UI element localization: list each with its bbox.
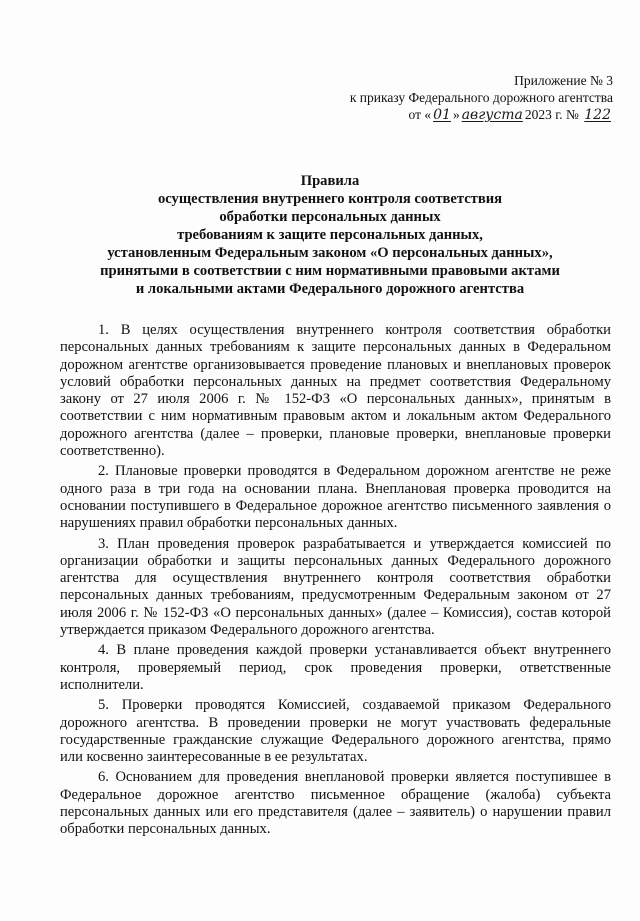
paragraph-4: 4. В плане проведения каждой проверки устанавливается объект внутреннего контроля, проверяемый период, срок проведения проверки, ответственные исполнители.: [60, 642, 611, 693]
title-line: и локальными актами Федерального дорожного агентства: [135, 281, 525, 297]
date-year: 2023 г. №: [524, 107, 579, 122]
title-line: осуществления внутреннего контроля соответствия: [157, 191, 503, 207]
paragraph-5: 5. Проверки проводятся Комиссией, создаваемой приказом Федерального дорожного агентства. В проведении проверки не могут участвовать федеральные государственные гражданские служащие Федерального дорожного агентства, прямо или косвенно заинтересованные в ее результатах.: [60, 697, 611, 766]
paragraph-6: 6. Основанием для проведения внеплановой проверки является поступившее в Федеральное дорожное агентство письменное обращение (жалоба) субъекта персональных данных или его представителя (далее – заявитель) о нарушении правил обработки персональных данных.: [60, 769, 611, 838]
document-body: [60, 322, 611, 842]
document-title: [60, 172, 600, 298]
handwritten-order-number: 122: [584, 107, 611, 123]
paragraph-3: 3. План проведения проверок разрабатывается и утверждается комиссией по организации обработки и защиты персональных данных Федерального дорожного агентства для осуществления внутреннего контроля соответствия обработки персональных данных требованиям, предусмотренным Федеральным законом от 27 июля 2006 г. № 152-ФЗ «О персональных данных» (далее – Комиссия), состав которой утверждается приказом Федерального дорожного агентства.: [60, 535, 611, 639]
title-heading: Правила: [300, 173, 360, 189]
title-line: обработки персональных данных: [219, 209, 441, 225]
title-line: требованиям к защите персональных данных,: [177, 227, 483, 243]
date-prefix: от «: [408, 107, 432, 122]
appendix-order-ref: к приказу Федерального дорожного агентства: [349, 90, 613, 105]
handwritten-month: августа: [461, 107, 523, 123]
date-mid: »: [452, 107, 460, 122]
title-line: принятыми в соответствии с ним нормативными правовыми актами: [100, 263, 560, 279]
appendix-date-line: [350, 106, 613, 124]
paragraph-1: 1. В целях осуществления внутреннего контроля соответствия обработки персональных данных требованиям к защите персональных данных в Федеральном дорожном агентстве организовывается проведение плановых и внеплановых проверок условий обработки персональных данных на предмет соответствия Федеральному закону от 27 июля 2006 г. № 152-ФЗ «О персональных данных», принятым в соответствии с ним нормативным правовым актом и локальным актом Федерального дорожного агентства (далее – проверки, плановые проверки, внеплановые проверки соответственно).: [60, 322, 611, 460]
handwritten-day: 01: [433, 107, 451, 123]
appendix-header: [350, 72, 613, 124]
appendix-number: Приложение № 3: [514, 73, 613, 88]
title-line: установленным Федеральным законом «О персональных данных»,: [107, 245, 553, 261]
paragraph-2: 2. Плановые проверки проводятся в Федеральном дорожном агентстве не реже одного раза в три года на основании плана. Внеплановая проверка проводится на основании поступившего в Федеральное дорожное агентство письменного заявления о нарушениях правил обработки персональных данных.: [60, 463, 611, 532]
